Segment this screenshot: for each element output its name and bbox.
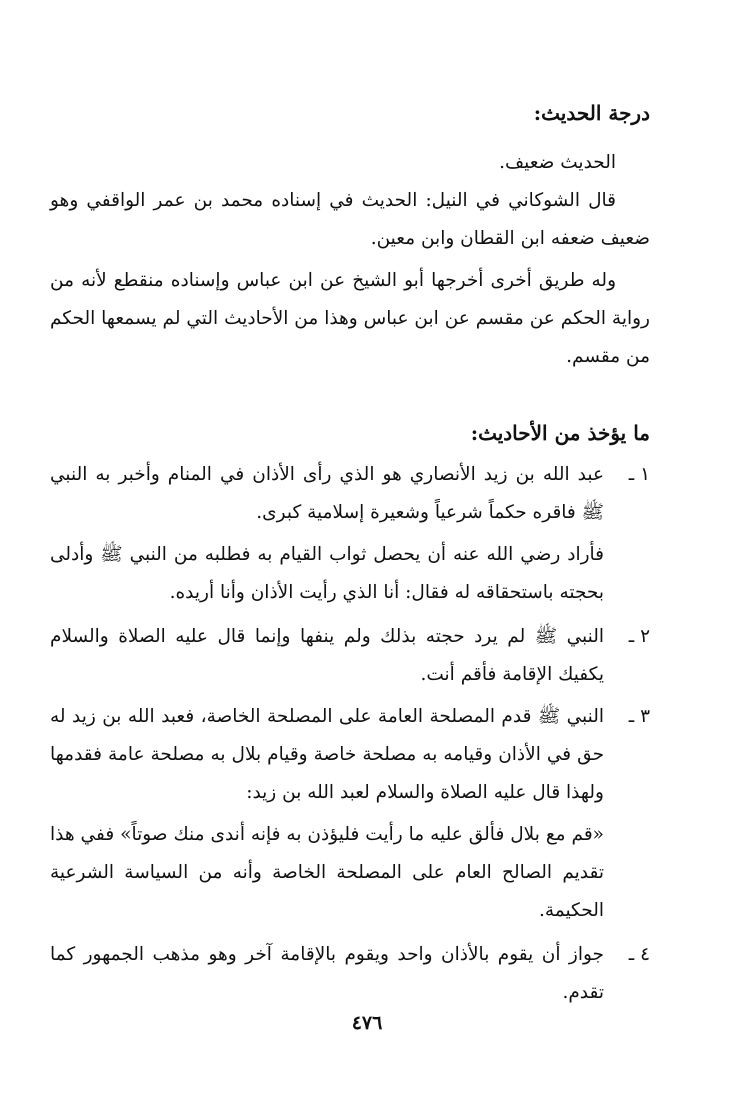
section-heading-hadith-grade: درجة الحديث: bbox=[533, 101, 650, 125]
item-text: النبي ﷺ لم يرد حجته بذلك ولم ينفها وإنما قال عليه الصلاة والسلام يكفيك الإقامة فأقم أنت. bbox=[50, 626, 604, 685]
item-text: جواز أن يقوم بالأذان واحد ويقوم بالإقامة آخر وهو مذهب الجمهور كما تقدم. bbox=[50, 944, 604, 1003]
lesson-item-2 bbox=[50, 618, 650, 694]
item-number: ٣ ـ bbox=[628, 706, 650, 727]
page-number: ٤٧٦ bbox=[351, 1012, 383, 1034]
paragraph-other-route: وله طريق أخرى أخرجها أبو الشيخ عن ابن عباس وإسناده منقطع لأنه من رواية الحكم عن مقسم عن ابن عباس وهذا من الأحاديث التي لم يسمعها الحكم من مقسم. bbox=[50, 270, 650, 367]
lesson-item-1 bbox=[50, 456, 650, 532]
item-number: ٢ ـ bbox=[628, 626, 650, 647]
lesson-item-1-note: فأراد رضي الله عنه أن يحصل ثواب القيام به فطلبه من النبي ﷺ وأدلى بحجته باستحقاقه له فقال: أنا الذي رأيت الأذان وأنا أريده. bbox=[50, 544, 604, 603]
lesson-item-4 bbox=[50, 936, 650, 1012]
hadith-verdict: الحديث ضعيف. bbox=[499, 152, 616, 173]
item-number: ١ ـ bbox=[628, 464, 650, 485]
lesson-item-3-note: «قم مع بلال فألق عليه ما رأيت فليؤذن به فإنه أندى منك صوتاً» ففي هذا تقديم الصالح العام على المصلحة الخاصة وأنه من السياسة الشرعية الحكيمة. bbox=[50, 824, 604, 921]
item-number: ٤ ـ bbox=[628, 944, 650, 965]
section-heading-lessons: ما يؤخذ من الأحاديث: bbox=[470, 421, 650, 445]
item-text: عبد الله بن زيد الأنصاري هو الذي رأى الأذان في المنام وأخبر به النبي ﷺ فاقره حكماً شرعياً وشعيرة إسلامية كبرى. bbox=[50, 464, 604, 523]
lesson-item-3 bbox=[50, 698, 650, 812]
paragraph-shawkani: قال الشوكاني في النيل: الحديث في إسناده محمد بن عمر الواقفي وهو ضعيف ضعفه ابن القطان وابن معين. bbox=[50, 190, 650, 249]
item-text: النبي ﷺ قدم المصلحة العامة على المصلحة الخاصة، فعبد الله بن زيد له حق في الأذان وقيامه به مصلحة خاصة وقيام بلال به مصلحة عامة فقدمها ولهذا قال عليه الصلاة والسلام لعبد الله بن زيد: bbox=[50, 706, 604, 803]
